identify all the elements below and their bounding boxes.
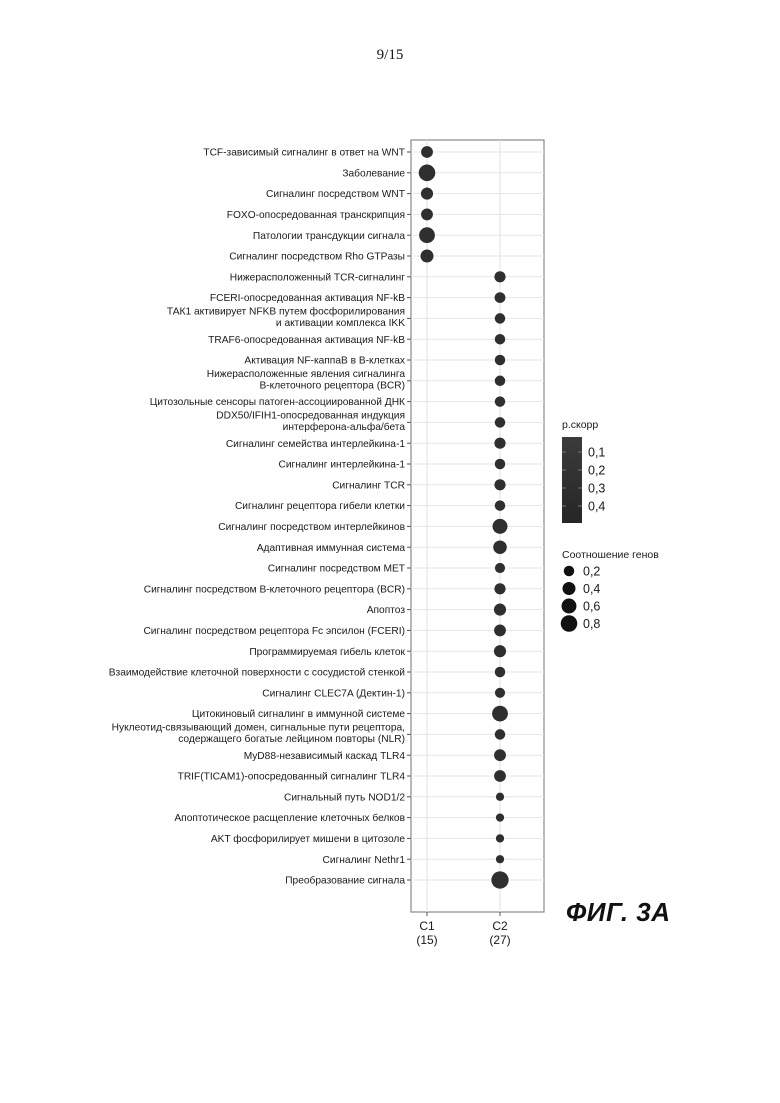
color-legend-label: 0,3: [588, 482, 605, 496]
dot-plot: [0, 0, 780, 1103]
y-axis-labels: [109, 148, 411, 887]
data-point: [496, 813, 504, 821]
data-point: [495, 292, 506, 303]
color-legend-title: р.скорр: [562, 419, 598, 431]
y-tick-label: MyD88-независимый каскад TLR4: [244, 751, 406, 762]
y-tick-label: Сигналинг Nethr1: [323, 855, 406, 866]
y-tick-label: FCERI-опосредованная активация NF-kB: [210, 293, 405, 304]
data-point: [494, 583, 505, 594]
size-legend-dot: [562, 599, 577, 614]
data-point: [494, 604, 506, 616]
data-point: [421, 146, 433, 158]
data-point: [495, 376, 505, 386]
x-axis-labels: [416, 912, 510, 947]
data-point: [495, 729, 505, 739]
y-tick-label: Апоптоз: [367, 605, 406, 616]
data-point: [495, 417, 505, 427]
size-legend-title: Соотношение генов: [562, 549, 659, 561]
data-point: [421, 208, 433, 220]
data-point: [419, 227, 435, 243]
y-tick-label: Сигналинг рецептора гибели клетки: [235, 500, 405, 512]
x-tick-count: (27): [489, 933, 510, 947]
y-tick-label: Сигналинг посредством MET: [268, 564, 405, 575]
data-point: [494, 624, 506, 636]
y-tick-label: Сигналинг CLEC7A (Дектин-1): [262, 688, 405, 699]
y-tick-label-line: Нуклеотид-связывающий домен, сигнальные пути рецептора,: [112, 722, 405, 733]
size-legend: [561, 549, 660, 632]
y-tick-label: TRIF(TICAM1)-опосредованный сигналинг TLR4: [178, 772, 406, 783]
y-tick-label: Активация NF-каппаB в B-клетках: [244, 356, 405, 367]
y-tick-label-line: ТАК1 активирует NFKB путем фосфорилирования: [167, 305, 405, 317]
size-legend-label: 0,6: [583, 600, 600, 614]
x-tick-label: C2: [492, 919, 508, 933]
y-tick-label: Сигналинг семейства интерлейкина-1: [226, 439, 406, 450]
color-legend-label: 0,1: [588, 446, 605, 460]
color-legend: [562, 419, 605, 523]
y-tick-label: [167, 305, 405, 329]
figure-label: ФИГ. 3А: [566, 897, 671, 928]
y-tick-label: Цитокиновый сигналинг в иммунной системе: [192, 709, 405, 720]
data-point: [495, 334, 505, 344]
y-tick-label: Сигналинг TCR: [332, 480, 405, 491]
y-tick-label: [112, 722, 405, 745]
page-number: 9/15: [0, 47, 780, 64]
y-tick-label: Нижерасположенный TCR-сигналинг: [230, 272, 405, 283]
data-point: [494, 271, 505, 282]
size-legend-dot: [563, 582, 576, 595]
y-tick-label: Апоптотическое расщепление клеточных белков: [174, 812, 405, 824]
y-tick-label: AKT фосфорилирует мишени в цитозоле: [211, 833, 405, 845]
y-tick-label: Преобразование сигнала: [285, 875, 405, 887]
size-legend-dot: [561, 615, 578, 632]
y-tick-label-line: B-клеточного рецептора (BCR): [259, 380, 405, 391]
y-tick-label: Цитозольные сенсоры патоген-ассоциированной ДНК: [150, 397, 405, 408]
data-point: [495, 563, 505, 573]
data-point: [494, 479, 505, 490]
y-tick-label: TCF-зависимый сигналинг в ответ на WNT: [203, 148, 405, 159]
y-tick-label: Сигналинг посредством B-клеточного рецептора (BCR): [144, 584, 405, 595]
data-point: [421, 188, 433, 200]
data-point: [496, 834, 504, 842]
color-legend-label: 0,2: [588, 464, 605, 478]
data-point: [494, 770, 506, 782]
data-point: [493, 540, 507, 554]
y-tick-label-line: Нижерасположенные явления сигналинга: [207, 369, 406, 380]
size-legend-dot: [564, 566, 574, 576]
data-point: [495, 500, 505, 510]
y-tick-label-line: интерферона-альфа/бета: [283, 421, 406, 433]
data-point: [494, 749, 506, 761]
y-tick-label: Адаптивная иммунная система: [257, 543, 406, 554]
y-tick-label: Сигналинг посредством Rho GTPазы: [229, 252, 405, 263]
y-tick-label: Сигналинг посредством рецептора Fc эпсилон (FCERI): [143, 626, 405, 637]
y-tick-label: [216, 410, 405, 433]
data-point: [494, 645, 506, 657]
data-point: [421, 250, 434, 263]
y-tick-label: Программируемая гибель клеток: [249, 646, 405, 658]
data-point: [495, 667, 505, 677]
data-point: [491, 871, 508, 888]
data-point: [496, 855, 504, 863]
size-legend-label: 0,8: [583, 617, 600, 631]
color-legend-label: 0,4: [588, 500, 605, 514]
data-point: [494, 438, 505, 449]
y-tick-label-line: DDX50/IFIH1-опосредованная индукция: [216, 410, 405, 421]
x-tick-count: (15): [416, 933, 437, 947]
y-tick-label-line: содержащего богатые лейцином повторы (NLR): [178, 733, 405, 745]
y-tick-label-line: и активации комплекса IKK: [276, 318, 405, 329]
data-point: [496, 793, 504, 801]
y-tick-label: Сигналинг посредством интерлейкинов: [218, 522, 405, 533]
x-tick-label: C1: [419, 919, 435, 933]
color-bar: [562, 437, 582, 523]
size-legend-label: 0,4: [583, 582, 600, 596]
data-point: [495, 313, 505, 323]
y-tick-label: Взаимодействие клеточной поверхности с сосудистой стенкой: [109, 668, 405, 679]
data-point: [495, 396, 505, 406]
data-point: [492, 706, 508, 722]
y-tick-label: Сигналинг интерлейкина-1: [278, 460, 405, 471]
y-tick-label: Сигнальный путь NOD1/2: [284, 792, 405, 803]
y-tick-label: FOXO-опосредованная транскрипция: [227, 210, 405, 221]
data-point: [419, 165, 436, 182]
data-point: [495, 459, 505, 469]
y-tick-label: Заболевание: [342, 167, 405, 179]
data-point: [495, 688, 505, 698]
y-tick-label: Патологии трансдукции сигнала: [253, 231, 405, 242]
y-tick-label: Сигналинг посредством WNT: [266, 189, 405, 200]
data-point: [493, 519, 508, 534]
size-legend-label: 0,2: [583, 565, 600, 579]
data-point: [495, 355, 505, 365]
y-tick-label: [207, 369, 406, 392]
y-tick-label: TRAF6-опосредованная активация NF-kB: [208, 335, 405, 346]
